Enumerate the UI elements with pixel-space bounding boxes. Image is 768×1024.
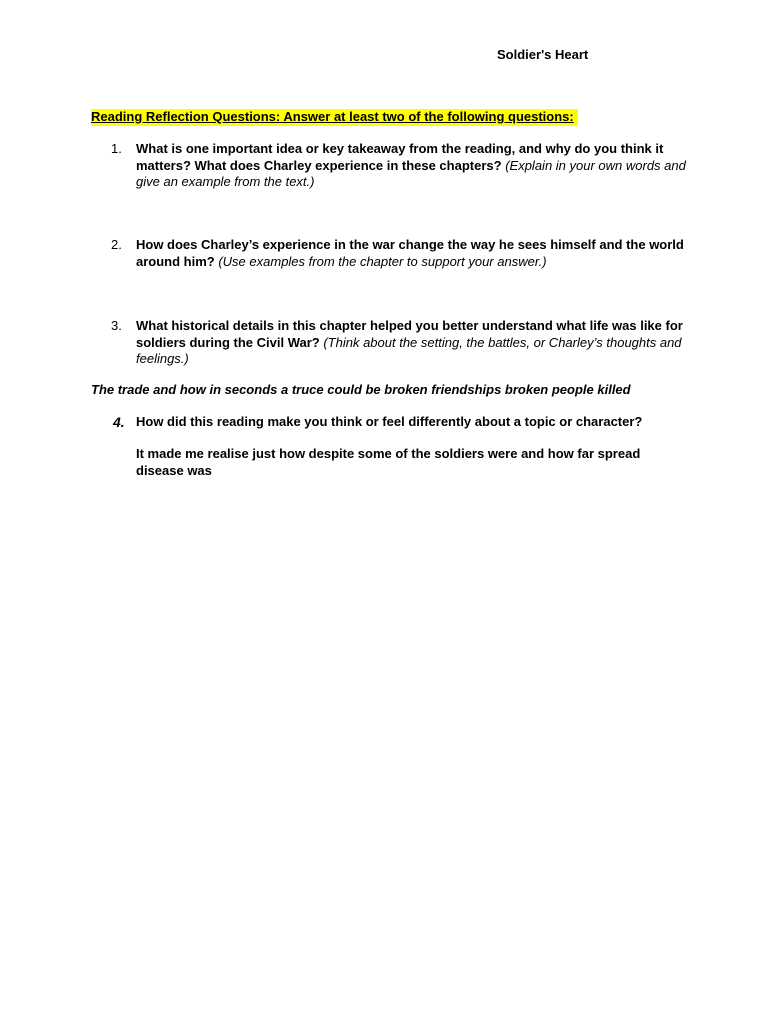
question-text — [136, 414, 692, 431]
question-text — [136, 318, 692, 368]
question-prompt: How did this reading make you think or feel differently about a topic or character? — [136, 414, 643, 429]
question-prompt: How does Charley’s experience in the war change the way he sees himself and the world around him? — [136, 237, 684, 269]
question-hint: (Explain in your own words and give an example from the text.) — [136, 157, 686, 189]
question-text — [136, 237, 692, 270]
question-prompt: What historical details in this chapter helped you better understand what life was like for soldiers during the Civil War? — [136, 318, 683, 350]
question-number: 2. — [111, 237, 122, 252]
instructions-heading: Reading Reflection Questions: Answer at least two of the following questions: — [91, 109, 578, 126]
answer-question-4: It made me realise just how despite some of the soldiers were and how far spread disease was — [136, 446, 641, 478]
question-number: 1. — [111, 141, 122, 156]
question-number: 3. — [111, 318, 122, 333]
question-number: 4. — [113, 414, 125, 430]
document-title: Soldier's Heart — [497, 47, 589, 62]
question-hint: (Think about the setting, the battles, or Charley’s thoughts and feelings.) — [136, 334, 682, 366]
question-hint: (Use examples from the chapter to support your answer.) — [218, 253, 547, 269]
question-prompt: What is one important idea or key takeaway from the reading, and why do you think it matters? What does Charley experience in these chapters? — [136, 141, 664, 173]
answer-question-3: The trade and how in seconds a truce could be broken friendships broken people killed — [91, 382, 631, 397]
question-text — [136, 141, 692, 191]
